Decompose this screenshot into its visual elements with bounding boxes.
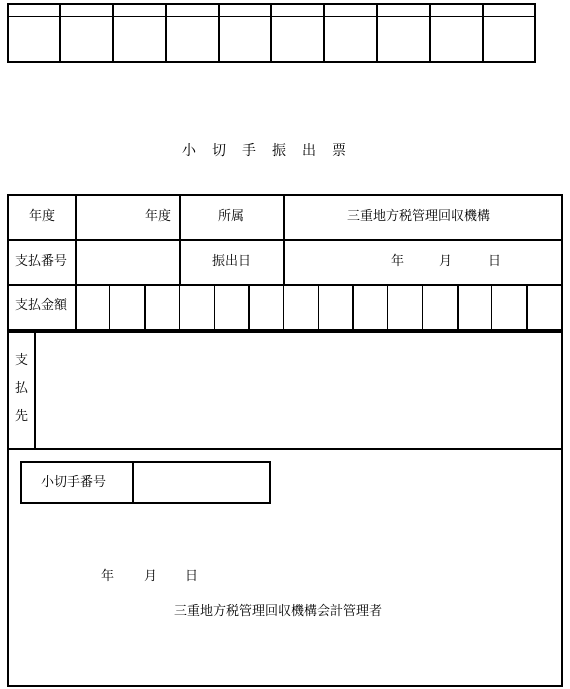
issue-date-month: 月 <box>439 254 453 269</box>
col-divider <box>75 194 77 331</box>
form-title: 小 切 手 振 出 票 <box>182 143 347 159</box>
payee-label-char: 支 <box>15 353 29 368</box>
amount-digit-divider <box>109 285 110 330</box>
amount-digit-divider <box>526 285 528 330</box>
col-divider <box>179 194 181 284</box>
top-grid-col <box>112 3 114 63</box>
issue-date-year: 年 <box>391 254 405 269</box>
issue-date-day: 日 <box>488 254 502 269</box>
payee-divider <box>34 331 36 449</box>
affiliation-label: 所属 <box>218 209 245 224</box>
affiliation-value: 三重地方税管理回収機構 <box>347 209 491 224</box>
issue-date-label: 振出日 <box>212 254 252 269</box>
amount-digit-divider <box>144 285 146 330</box>
top-grid-col <box>429 3 431 63</box>
top-grid-col <box>165 3 167 63</box>
top-grid-col <box>270 3 272 63</box>
amount-digit-divider <box>422 285 423 330</box>
row-divider <box>7 239 563 241</box>
row-divider <box>7 284 563 286</box>
top-grid-col <box>482 3 484 63</box>
bottom-date-month: 月 <box>144 569 158 584</box>
payment-number-label: 支払番号 <box>15 254 68 269</box>
top-grid-col <box>323 3 325 63</box>
payment-amount-label: 支払金額 <box>15 298 68 313</box>
amount-digit-divider <box>214 285 215 330</box>
payee-label-char: 先 <box>15 409 29 424</box>
amount-digit-divider <box>352 285 354 330</box>
amount-digit-divider <box>491 285 492 330</box>
bottom-date-year: 年 <box>101 569 115 584</box>
payee-label-char: 払 <box>15 381 29 396</box>
row-divider <box>7 448 563 450</box>
bottom-date-day: 日 <box>185 569 199 584</box>
amount-digit-divider <box>318 285 319 330</box>
fiscal-year-label: 年度 <box>29 209 56 224</box>
top-grid-col <box>218 3 220 63</box>
check-number-divider <box>132 461 134 504</box>
top-grid-col <box>59 3 61 63</box>
amount-digit-divider <box>179 285 180 330</box>
amount-digit-divider <box>387 285 388 330</box>
check-number-label: 小切手番号 <box>41 475 107 490</box>
amount-digit-divider <box>248 285 250 330</box>
fiscal-year-suffix: 年度 <box>145 209 172 224</box>
amount-digit-divider <box>457 285 459 330</box>
col-divider <box>283 194 285 284</box>
amount-digit-divider <box>283 285 284 330</box>
accountant-name: 三重地方税管理回収機構会計管理者 <box>174 604 383 619</box>
row-divider <box>7 331 563 333</box>
top-grid-col <box>376 3 378 63</box>
